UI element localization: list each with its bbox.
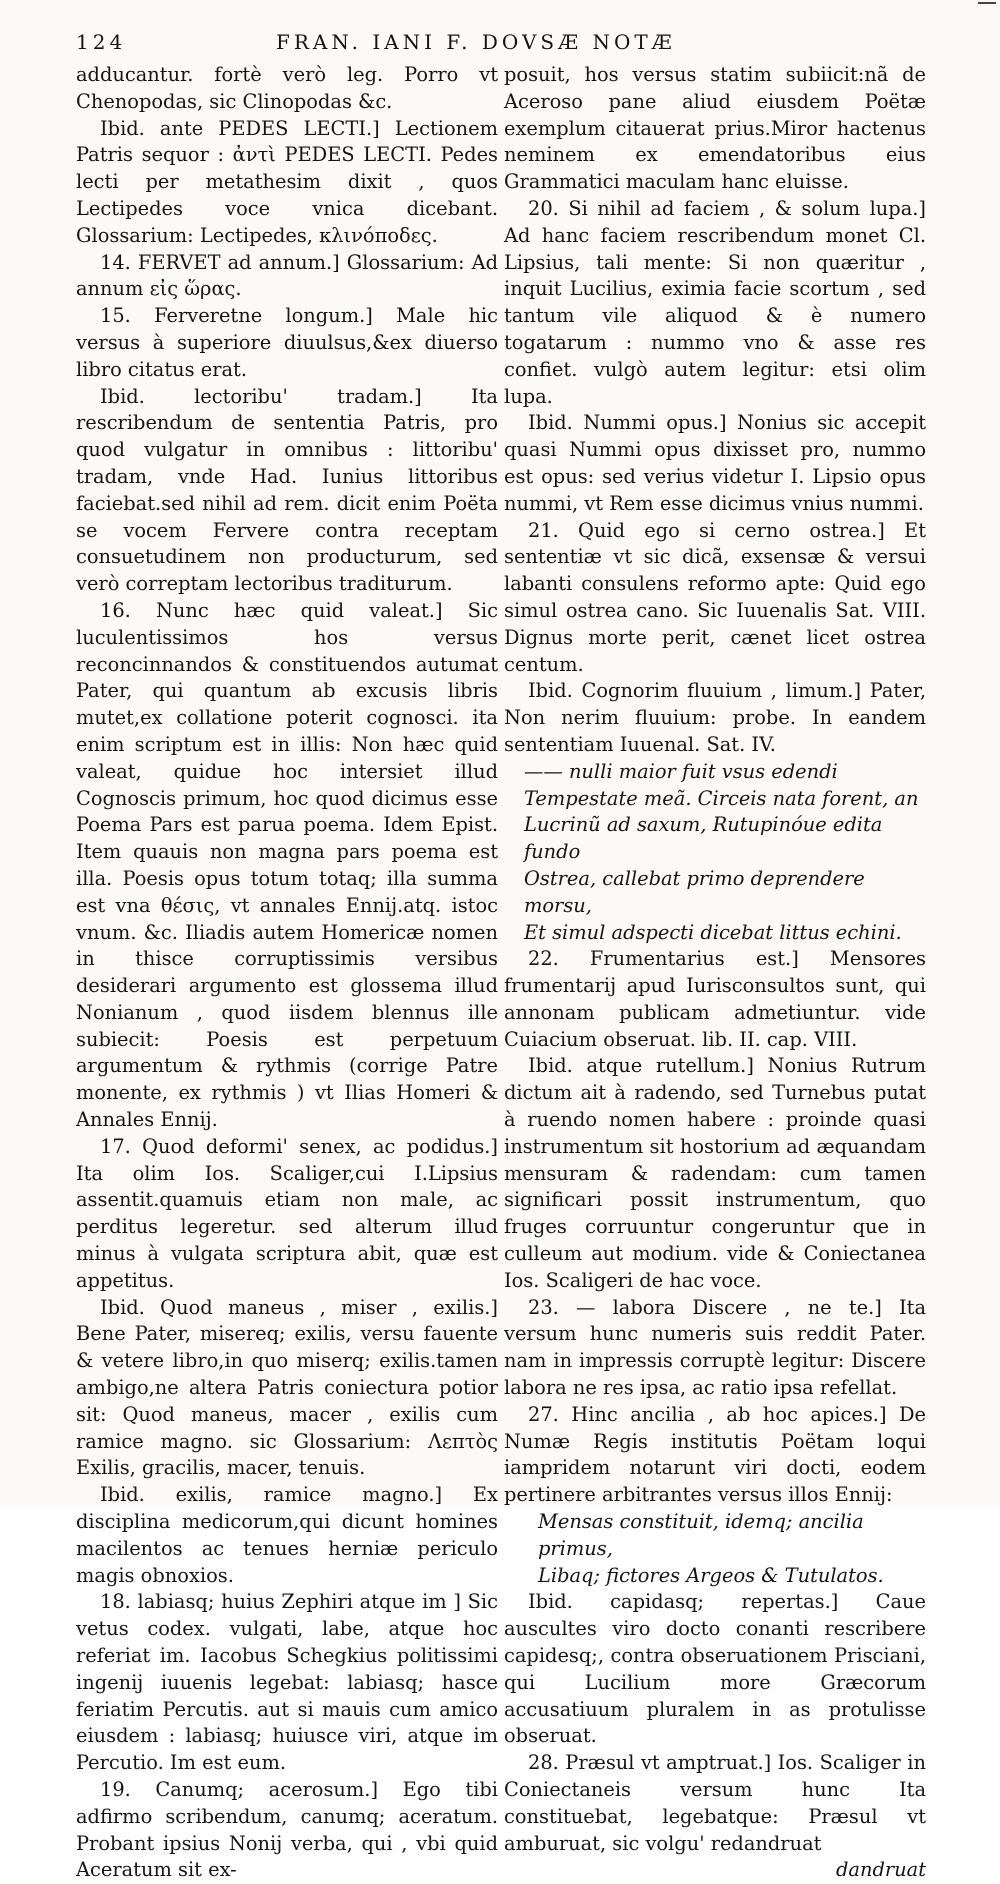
left-column	[76, 62, 498, 1884]
commentary-note: 17. Quod deformi' senex, ac podidus.] Ita olim Ios. Scaliger,cui I.Lipsius assentit.quamuis etiam non male, ac perditus legeretur. sed alterum illud minus à vulgata scriptura abit, quæ est appetitus.	[76, 1134, 498, 1292]
corner-mark	[978, 2, 996, 4]
page-number: 124	[76, 30, 127, 54]
catchword: dandruat	[836, 1858, 926, 1882]
verse-line: Lucrinũ ad saxum, Rutupinóue edita fundo	[524, 813, 883, 864]
commentary-note: Ibid. lectoribu' tradam.] Ita rescribendum de sententia Patris, pro quod vulgatur in omnibus : littoribu' tradam, vnde Had. Iunius littoribus faciebat.sed nihil ad rem. dicit enim Poëta se vocem Fervere contra receptam consuetudinem non producturum, sed verò correptam lectoribus traditurum.	[76, 384, 498, 596]
right-column	[504, 62, 926, 1884]
commentary-note: Ibid. Nummi opus.] Nonius sic accepit quasi Nummi opus dixisset pro, nummo est opus: sed verius videtur I. Lipsio opus nummi, vt Rem esse dicimus vnius nummi.	[504, 411, 926, 515]
continued-text: posuit, hos versus statim subiicit:nã de Aceroso pane aliud eiusdem Poëtæ exemplum citauerat prius.Miror hactenus neminem ex emendatoribus eius Grammatici maculam hanc eluisse.	[504, 63, 926, 194]
commentary-note: Ibid. exilis, ramice magno.] Ex disciplina medicorum,qui dicunt homines macilentos ac tenues herniæ periculo magis obnoxios.	[76, 1483, 498, 1587]
verse-line: Ostrea, callebat primo deprendere morsu,	[524, 866, 865, 917]
commentary-note: 22. Frumentarius est.] Mensores frumentarij apud Iurisconsultos sunt, qui annonam publicam admetiuntur. vide Cuiacium obseruat. lib. II. cap. VIII.	[504, 947, 926, 1051]
commentary-note: 15. Ferveretne longum.] Male hic versus à superiore diuulsus,&ex diuerso libro citatus erat.	[76, 304, 498, 381]
commentary-note: Ibid. atque rutellum.] Nonius Rutrum dictum ait à radendo, sed Turnebus putat à ruendo nomen habere : proinde quasi instrumentum sit hostorium ad æquandam mensuram & radendam: cum tamen significari possit instrumentum, quo fruges corruuntur congeruntur que in culleum aut modium. vide & Coniectanea Ios. Scaligeri de hac voce.	[504, 1054, 926, 1292]
verse-line: Libaq; fictores Argeos & Tutulatos.	[538, 1563, 884, 1587]
continued-text: adducantur. fortè verò leg. Porro vt Chenopodas, sic Clinopodas &c.	[76, 63, 498, 113]
commentary-note: 14. FERVET ad annum.] Glossarium: Ad annum εἰς ὥρας.	[76, 250, 498, 301]
verse-line: Et simul adspecti dicebat littus echini.	[524, 920, 902, 944]
verse-line: —— nulli maior fuit vsus edendi	[524, 759, 838, 783]
verse-line: Tempestate meã. Circeis nata forent, an	[524, 786, 919, 810]
commentary-note: 19. Canumq; acerosum.] Ego tibi adfirmo scribendum, canumq; aceratum. Probant ipsius Nonij verba, qui , vbi quid Aceratum sit ex-	[76, 1778, 498, 1882]
commentary-note: 23. — labora Discere , ne te.] Ita versum hunc numeris suis reddit Pater. nam in impressis corruptè legitur: Discere labora ne res ipsa, ac ratio ipsa refellat.	[504, 1295, 926, 1400]
running-head	[76, 30, 938, 62]
commentary-note: 28. Præsul vt amptruat.] Ios. Scaliger in Coniectaneis versum hunc Ita constituebat, legebatque: Præsul vt amburuat, sic volgu' redandruat	[504, 1751, 926, 1855]
commentary-note: Ibid. capidasq; repertas.] Caue auscultes viro docto conanti rescribere capidesq;, contra obseruationem Prisciani, qui Lucilium more Græcorum accusatiuum pluralem in as protulisse obseruat.	[504, 1590, 926, 1748]
verse-line: Mensas constituit, idemq; ancilia primus,	[538, 1510, 864, 1560]
commentary-note: 16. Nunc hæc quid valeat.] Sic luculentissimos hos versus reconcinnandos & constituendos autumat Pater, qui quantum ab excusis libris mutet,ex collatione poterit cognosci. ita enim scriptum est in illis: Non hæc quid valeat, quidue hoc intersiet illud Cognoscis primum, hoc quod dicimus esse Poema Pars est parua poema. Idem Epist. Item quauis non magna pars poema est illa. Poesis opus totum totaq; illa summa est vna θέσις, vt annales Ennij.atq. istoc vnum. &c. Iliadis autem Homericæ nomen in thisce corruptissimis versibus desiderari argumento est glossema illud Nonianum , quod iisdem blennus ille subiecit: Poesis est perpetuum argumentum & rythmis (corrige Patre monente, ex rythmis ) vt Ilias Homeri & Annales Ennij.	[76, 598, 498, 1132]
commentary-note: Ibid. Cognorim fluuium , limum.] Pater, Non nerim fluuium: probe. In eandem sententiam Iuuenal. Sat. IV.	[504, 679, 926, 756]
commentary-note: 27. Hinc ancilia , ab hoc apices.] De Numæ Regis institutis Poëtam loqui iampridem notarunt viri docti, eodem pertinere arbitrantes versus illos Ennij:	[504, 1402, 926, 1507]
commentary-note: Ibid. ante PEDES LECTI.] Lectionem Patris sequor : ἀντὶ PEDES LECTI. Pedes lecti per metathesim dixit , quos Lectipedes voce vnica dicebant. Glossarium: Lectipedes, κλινόποδες.	[76, 116, 498, 247]
commentary-note: 21. Quid ego si cerno ostrea.] Et sententiæ vt sic dicã, exsensæ & versui labanti consulens reformo apte: Quid ego simul ostrea cano. Sic Iuuenalis Sat. VIII. Dignus morte perit, cænet licet ostrea centum.	[504, 518, 926, 676]
commentary-note: 18. labiasq; huius Zephiri atque im ] Sic vetus codex. vulgati, labe, atque hoc referiat im. Iacobus Schegkius politissimi ingenij iuuenis legebat: labiasq; hasce feriatim Percutis. aut si mauis cum amico eiusdem : labiasq; huiusce viri, atque im Percutio. Im est eum.	[76, 1590, 498, 1775]
commentary-note: Ibid. Quod maneus , miser , exilis.] Bene Pater, misereq; exilis, versu fauente & vetere libro,in quo miserq; exilis.tamen ambigo,ne altera Patris coniectura potior sit: Quod maneus, macer , exilis cum ramice magno. sic Glossarium: Λεπτὸς Exilis, gracilis, macer, tenuis.	[76, 1295, 498, 1480]
running-head-title: FRAN. IANI F. DOVSÆ NOTÆ	[276, 30, 676, 54]
commentary-note: 20. Si nihil ad faciem , & solum lupa.] Ad hanc faciem rescribendum monet Cl. Lipsius, tali mente: Si non quæritur , inquit Lucilius, eximia facie scortum , sed tantum vile aliquod & è numero togatarum : nummo vno & asse res confiet. vulgò autem legitur: etsi olim lupa.	[504, 196, 926, 408]
